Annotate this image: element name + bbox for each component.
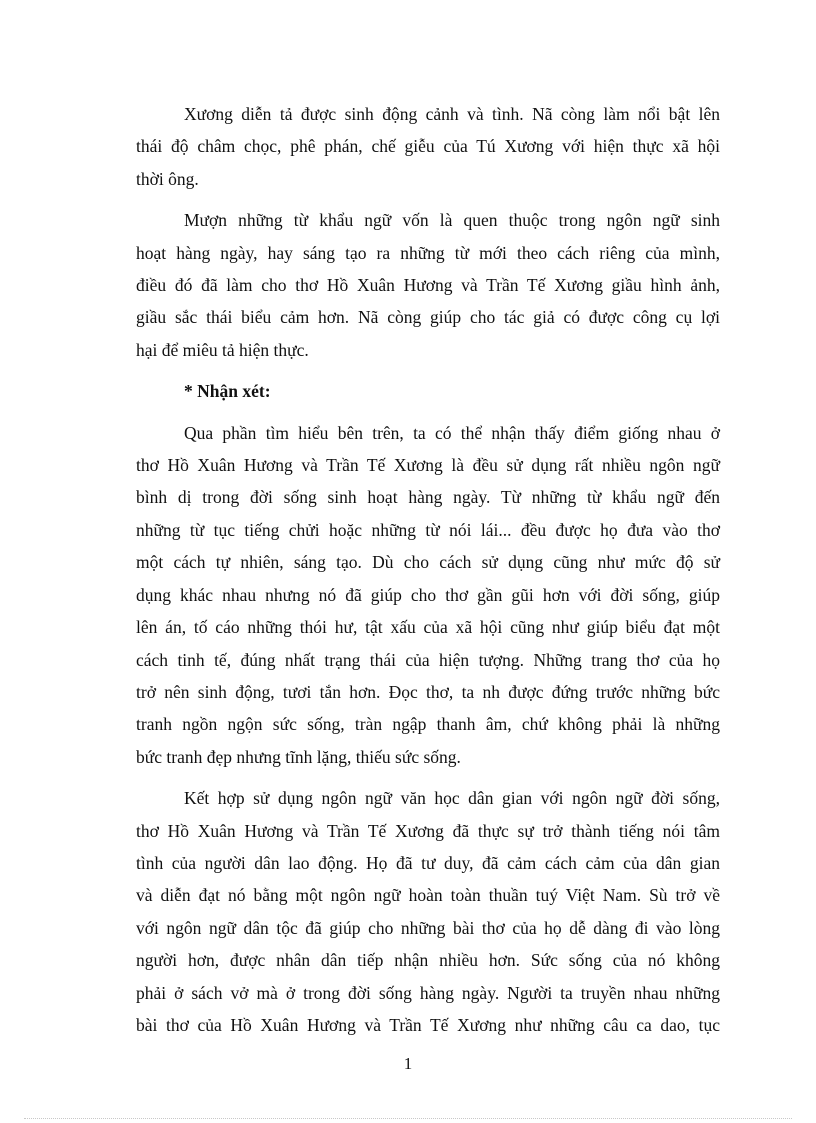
body-paragraph xyxy=(136,204,720,366)
text-line: Kết hợp sử dụng ngôn ngữ văn học dân gian với ngôn ngữ đời sống, xyxy=(184,788,720,809)
text-line: hại để miêu tả hiện thực. xyxy=(136,339,309,360)
paragraph-spacing xyxy=(136,195,720,204)
body-paragraph xyxy=(136,417,720,773)
body-paragraph xyxy=(136,782,720,1041)
text-line: tình của người dân lao động. Họ đã tư duy, đã cảm cách cảm của dân gian xyxy=(136,852,720,873)
text-line: phải ở sách vở mà ở trong đời sống hàng ngày. Người ta truyền nhau những xyxy=(136,982,720,1003)
document-body xyxy=(136,98,720,1041)
text-line: tranh ngồn ngộn sức sống, tràn ngập thanh âm, chứ không phải là những xyxy=(136,714,720,735)
text-line: người hơn, được nhân dân tiếp nhận nhiều hơn. Sức sống của nó không xyxy=(136,950,720,971)
text-line: với ngôn ngữ dân tộc đã giúp cho những bài thơ của họ dễ dàng đi vào lòng xyxy=(136,917,720,938)
text-line: cách tinh tế, đúng nhất trạng thái của hiện tượng. Những trang thơ của họ xyxy=(136,649,720,670)
paragraph-spacing xyxy=(136,773,720,782)
text-line: dụng khác nhau nhưng nó đã giúp cho thơ gần gũi hơn với đời sống, giúp xyxy=(136,584,720,605)
text-line: thơ Hồ Xuân Hương và Trần Tế Xương là đều sử dụng rất nhiều ngôn ngữ xyxy=(136,455,720,476)
text-line: thời ông. xyxy=(136,168,199,189)
text-line: bình dị trong đời sống sinh hoạt hàng ngày. Từ những từ khẩu ngữ đến xyxy=(136,487,720,508)
text-line: thơ Hồ Xuân Hương và Trần Tế Xương đã thực sự trở thành tiếng nói tâm xyxy=(136,820,720,841)
text-line: điều đó đã làm cho thơ Hồ Xuân Hương và Trần Tế Xương giầu hình ảnh, xyxy=(136,275,720,296)
paragraph-spacing xyxy=(136,366,720,375)
text-line: trở nên sinh động, tươi tắn hơn. Đọc thơ, ta nh được đứng trước những bức xyxy=(136,681,720,702)
section-heading: * Nhận xét: xyxy=(184,381,271,402)
text-line: Xương diễn tả được sinh động cảnh và tình. Nã còng làm nổi bật lên xyxy=(184,104,720,124)
paragraph-spacing xyxy=(136,408,720,417)
text-line: Mượn những từ khẩu ngữ vốn là quen thuộc trong ngôn ngữ sinh xyxy=(184,210,720,231)
text-line: Qua phần tìm hiểu bên trên, ta có thể nhận thấy điểm giống nhau ở xyxy=(184,422,720,443)
text-line: thái độ châm chọc, phê phán, chế giễu của Tú Xương với hiện thực xã hội xyxy=(136,136,720,157)
text-line: bức tranh đẹp nhưng tĩnh lặng, thiếu sức sống. xyxy=(136,746,461,767)
body-paragraph xyxy=(136,98,720,195)
page-number: 1 xyxy=(403,1054,413,1073)
text-line: lên án, tố cáo những thói hư, tật xấu của xã hội cũng như giúp biểu đạt một xyxy=(136,617,720,638)
text-line: và diễn đạt nó bằng một ngôn ngữ hoàn toàn thuần tuý Việt Nam. Sù trở về xyxy=(136,885,720,906)
text-line: bài thơ của Hồ Xuân Hương và Trần Tế Xương như những câu ca dao, tục xyxy=(136,1014,720,1035)
text-line: giầu sắc thái biểu cảm hơn. Nã còng giúp cho tác giả có được công cụ lợi xyxy=(136,307,720,328)
page-bottom-dotted-rule xyxy=(24,1118,792,1119)
text-line: những từ tục tiếng chửi hoặc những từ nói lái... đều được họ đưa vào thơ xyxy=(136,519,720,540)
text-line: một cách tự nhiên, sáng tạo. Dù cho cách sử dụng cũng như mức độ sử xyxy=(136,552,720,573)
text-line: hoạt hàng ngày, hay sáng tạo ra những từ mới theo cách riêng của mình, xyxy=(136,242,720,263)
